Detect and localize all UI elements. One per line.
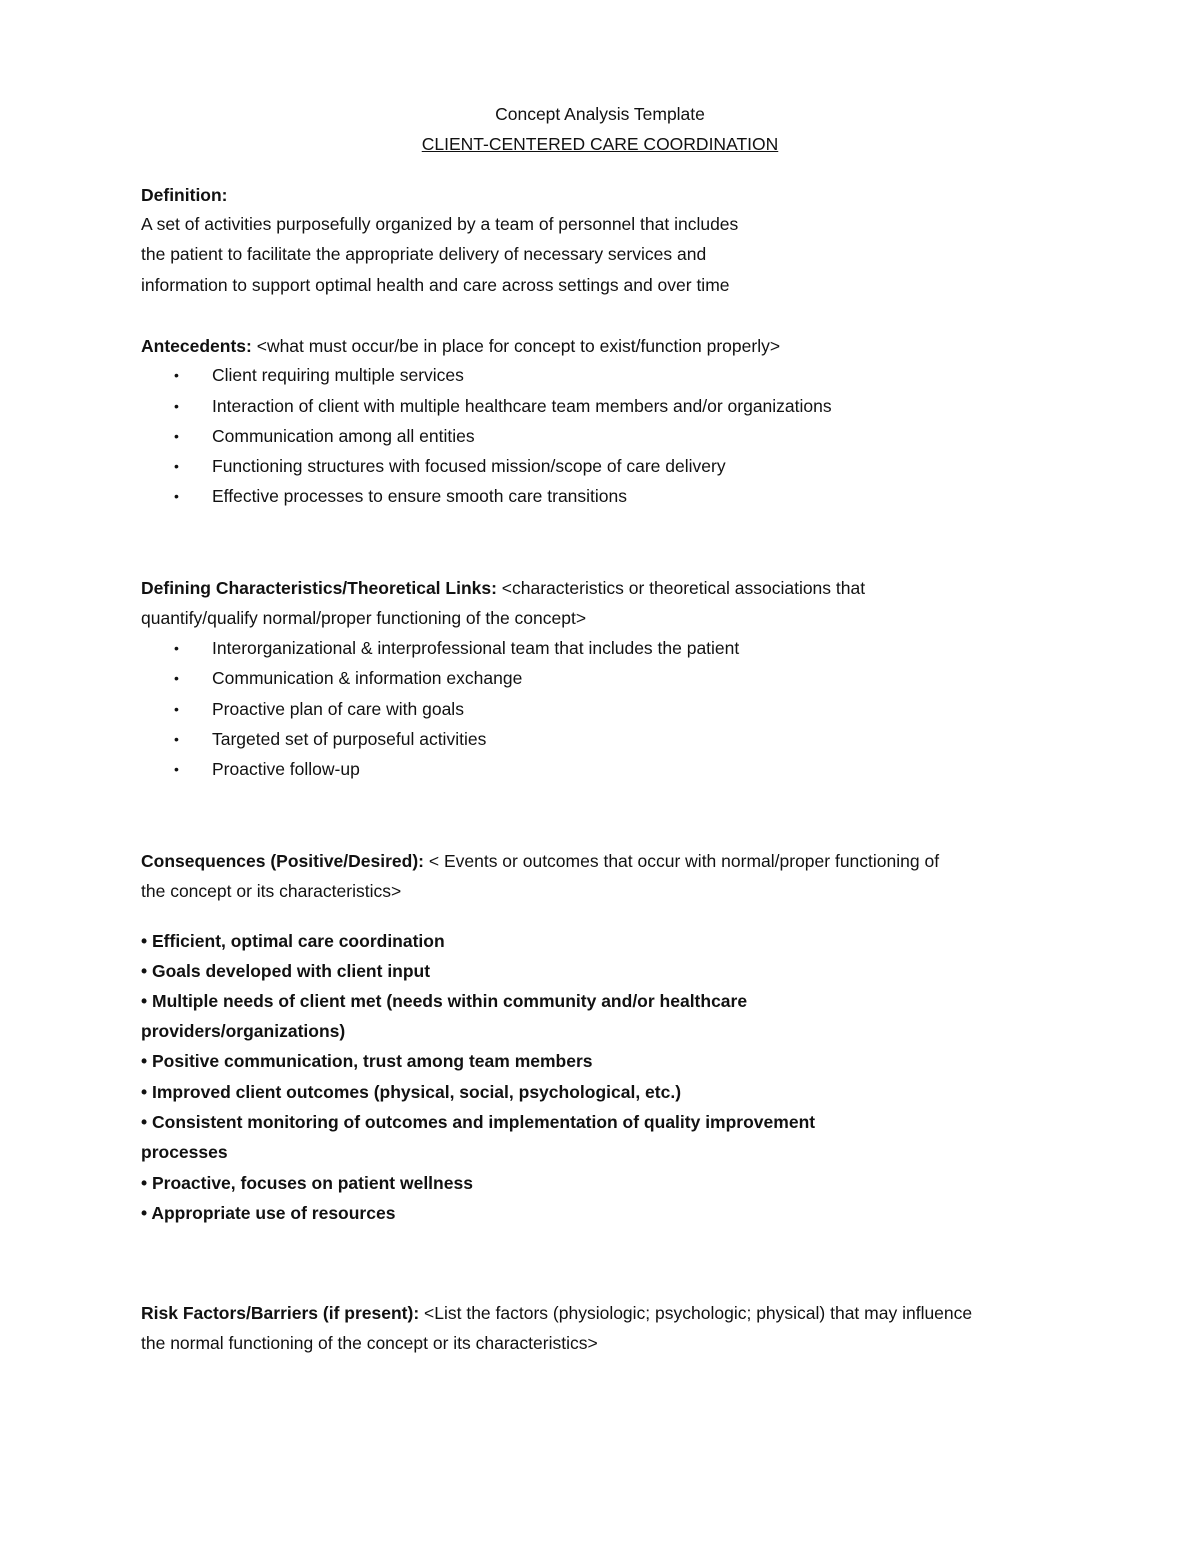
risk-heading-line xyxy=(141,1302,972,1324)
consequence-item: • Proactive, focuses on patient wellness xyxy=(141,1173,473,1193)
consequences-prompt-continued: the concept or its characteristics> xyxy=(141,881,402,901)
bullet-icon: • xyxy=(174,701,179,717)
document-title: Concept Analysis Template xyxy=(495,104,705,124)
consequence-item: • Appropriate use of resources xyxy=(141,1203,396,1223)
risk-heading: Risk Factors/Barriers (if present): xyxy=(141,1303,420,1323)
defining-item: Targeted set of purposeful activities xyxy=(212,729,487,749)
definition-heading: Definition: xyxy=(141,185,228,205)
consequence-item: • Multiple needs of client met (needs within community and/or healthcare xyxy=(141,991,748,1011)
antecedent-item: Client requiring multiple services xyxy=(212,365,464,385)
definition-line: the patient to facilitate the appropriate delivery of necessary services and xyxy=(141,244,707,264)
defining-item: Communication & information exchange xyxy=(212,668,523,688)
defining-item: Interorganizational & interprofessional team that includes the patient xyxy=(212,638,740,658)
antecedent-item: Communication among all entities xyxy=(212,426,475,446)
risk-prompt: <List the factors (physiologic; psychologic; physical) that may influence xyxy=(419,1303,973,1323)
bullet-icon: • xyxy=(174,670,179,686)
defining-prompt-continued: quantify/qualify normal/proper functioning of the concept> xyxy=(141,608,587,628)
consequence-item: • Positive communication, trust among team members xyxy=(141,1051,593,1071)
bullet-icon: • xyxy=(174,367,179,383)
defining-prompt: <characteristics or theoretical associations that xyxy=(496,578,866,598)
consequence-item-continued: providers/organizations) xyxy=(141,1021,346,1041)
defining-item: Proactive plan of care with goals xyxy=(212,699,464,719)
bullet-icon: • xyxy=(174,731,179,747)
consequence-item-continued: processes xyxy=(141,1142,228,1162)
antecedents-heading: Antecedents: xyxy=(141,336,252,356)
consequences-heading: Consequences (Positive/Desired): xyxy=(141,851,424,871)
bullet-icon: • xyxy=(174,458,179,474)
bullet-icon: • xyxy=(174,428,179,444)
risk-prompt-continued: the normal functioning of the concept or its characteristics> xyxy=(141,1333,598,1353)
consequence-item: • Improved client outcomes (physical, social, psychological, etc.) xyxy=(141,1082,682,1102)
antecedents-heading-line xyxy=(141,335,780,357)
definition-line: information to support optimal health and care across settings and over time xyxy=(141,275,730,295)
bullet-icon: • xyxy=(174,398,179,414)
bullet-icon: • xyxy=(174,488,179,504)
antecedent-item: Functioning structures with focused mission/scope of care delivery xyxy=(212,456,726,476)
antecedents-prompt: <what must occur/be in place for concept to exist/function properly> xyxy=(251,336,781,356)
document-subtitle: CLIENT-CENTERED CARE COORDINATION xyxy=(421,134,779,154)
antecedent-item: Effective processes to ensure smooth care transitions xyxy=(212,486,628,506)
consequence-item: • Consistent monitoring of outcomes and implementation of quality improvement xyxy=(141,1112,816,1132)
antecedent-item: Interaction of client with multiple healthcare team members and/or organizations xyxy=(212,396,832,416)
defining-heading-line xyxy=(141,577,865,599)
consequence-item: • Goals developed with client input xyxy=(141,961,431,981)
bullet-icon: • xyxy=(174,640,179,656)
bullet-icon: • xyxy=(174,761,179,777)
consequences-prompt: < Events or outcomes that occur with normal/proper functioning of xyxy=(424,851,940,871)
definition-line: A set of activities purposefully organized by a team of personnel that includes xyxy=(141,214,739,234)
defining-heading: Defining Characteristics/Theoretical Links: xyxy=(141,578,497,598)
consequences-heading-line xyxy=(141,850,939,872)
consequence-item: • Efficient, optimal care coordination xyxy=(141,931,445,951)
defining-item: Proactive follow-up xyxy=(212,759,360,779)
